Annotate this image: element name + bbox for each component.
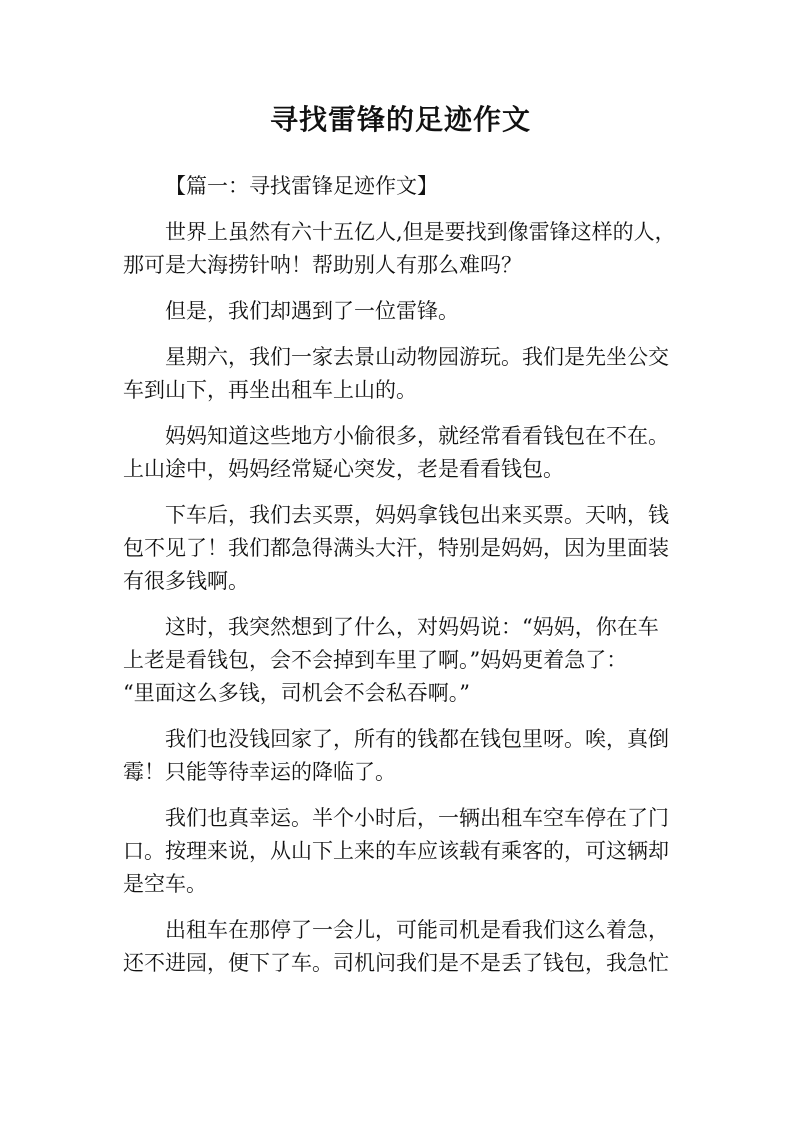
text-line: 【篇一：寻找雷锋足迹作文】 [165,174,438,198]
paragraph [123,170,678,203]
text-line: 我们也真幸运。半个小时后，一辆出租车空车停在了门 [165,806,669,830]
text-line: 还不进园，便下了车。司机问我们是不是丢了钱包，我急忙 [123,951,669,975]
text-line: 妈妈知道这些地方小偷很多，就经常看看钱包在不在。 [165,424,669,448]
text-line: 是空车。 [123,872,207,896]
paragraph [123,295,678,328]
paragraph [123,341,678,407]
text-line: 上山途中，妈妈经常疑心突发，老是看看钱包。 [123,457,564,481]
text-line: 有很多钱啊。 [123,569,249,593]
text-line: 口。按理来说，从山下上来的车应该载有乘客的，可这辆却 [123,839,669,863]
text-line: 霉！只能等待幸运的降临了。 [123,760,396,784]
paragraph [123,914,678,980]
document-title: 寻找雷锋的足迹作文 [269,103,531,136]
text-line: 但是，我们却遇到了一位雷锋。 [165,299,459,323]
text-line: 这时，我突然想到了什么，对妈妈说：“妈妈，你在车 [165,615,659,639]
paragraph [123,420,678,486]
text-line: “里面这么多钱，司机会不会私吞啊。” [123,681,470,705]
paragraph [123,499,678,598]
paragraph [123,611,678,710]
paragraph [123,216,678,282]
document-body [123,170,678,980]
paragraph [123,723,678,789]
text-line: 世界上虽然有六十五亿人,但是要找到像雷锋这样的人， [165,220,676,244]
text-line: 包不见了！我们都急得满头大汗，特别是妈妈，因为里面装 [123,536,669,560]
text-line: 下车后，我们去买票，妈妈拿钱包出来买票。天呐，钱 [165,503,669,527]
text-line: 上老是看钱包，会不会掉到车里了啊。”妈妈更着急了： [123,648,628,672]
text-line: 出租车在那停了一会儿，可能司机是看我们这么着急， [165,918,669,942]
text-line: 我们也没钱回家了，所有的钱都在钱包里呀。唉，真倒 [165,727,669,751]
text-line: 车到山下，再坐出租车上山的。 [123,378,417,402]
text-line: 那可是大海捞针呐！帮助别人有那么难吗？ [123,253,522,277]
text-line: 星期六，我们一家去景山动物园游玩。我们是先坐公交 [165,345,669,369]
paragraph [123,802,678,901]
